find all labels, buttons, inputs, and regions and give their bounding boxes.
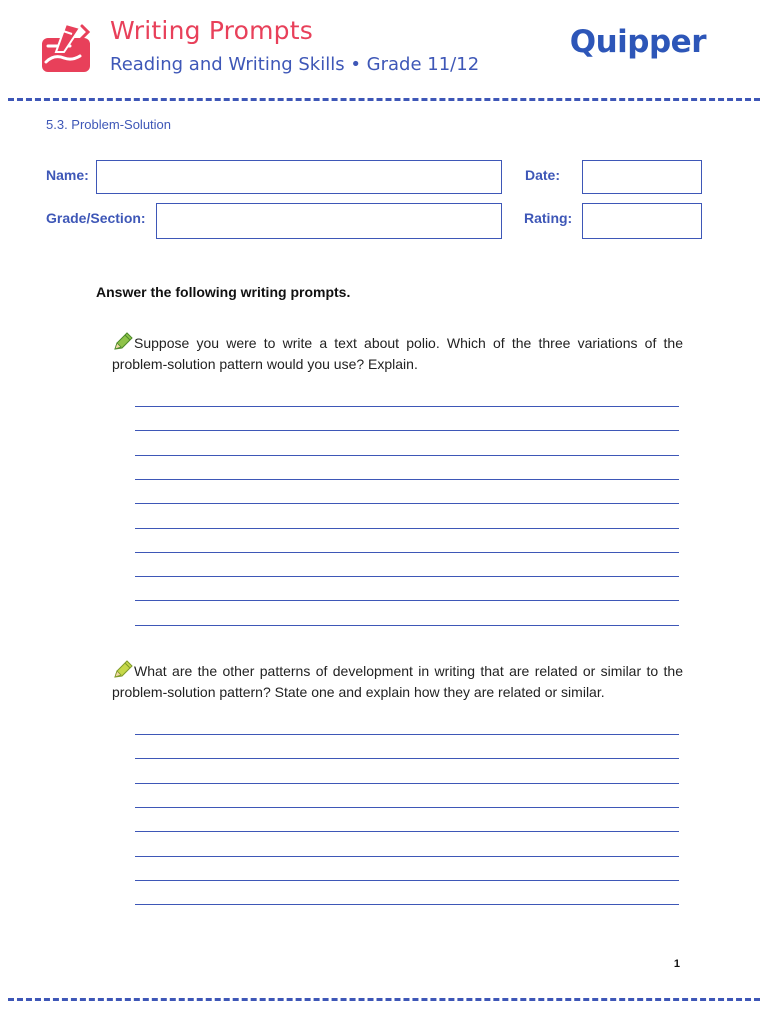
grade-section-label: Grade/Section:	[46, 210, 146, 226]
section-label: 5.3. Problem-Solution	[46, 117, 172, 132]
page-title: Writing Prompts	[110, 16, 313, 45]
prompt-2	[112, 660, 683, 703]
pencil-icon	[112, 660, 134, 680]
page-number: 1	[673, 958, 680, 970]
page-subtitle: Reading and Writing Skills • Grade 11/12	[110, 54, 480, 75]
answer-line[interactable]	[135, 600, 679, 601]
grade-section-field[interactable]	[156, 203, 502, 239]
bottom-divider	[8, 998, 760, 1001]
answer-line[interactable]	[135, 479, 679, 480]
answer-line[interactable]	[135, 430, 679, 431]
answer-line[interactable]	[135, 856, 679, 857]
answer-line[interactable]	[135, 406, 679, 407]
rating-field[interactable]	[582, 203, 702, 239]
answer-line[interactable]	[135, 783, 679, 784]
top-divider	[8, 98, 760, 101]
brand-logo: Quipper	[569, 24, 706, 60]
answer-line[interactable]	[135, 503, 679, 504]
date-field[interactable]	[582, 160, 702, 194]
answer-line[interactable]	[135, 455, 679, 456]
prompt-2-text: What are the other patterns of development in writing that are related or similar to the problem-solution pattern? State one and explain how they are related or similar.	[112, 663, 683, 700]
rating-label: Rating:	[524, 210, 573, 226]
prompt-1-text: Suppose you were to write a text about polio. Which of the three variations of the problem-solution pattern would you use? Explain.	[112, 335, 683, 372]
answer-line[interactable]	[135, 576, 679, 577]
writing-hand-icon	[36, 22, 98, 74]
answer-line[interactable]	[135, 831, 679, 832]
prompt-1	[112, 332, 683, 375]
answer-line[interactable]	[135, 552, 679, 553]
instructions: Answer the following writing prompts.	[96, 284, 351, 300]
answer-line[interactable]	[135, 904, 679, 905]
name-field[interactable]	[96, 160, 502, 194]
pencil-icon	[112, 332, 134, 352]
answer-line[interactable]	[135, 880, 679, 881]
answer-line[interactable]	[135, 625, 679, 626]
name-label: Name:	[46, 167, 89, 183]
answer-line[interactable]	[135, 528, 679, 529]
answer-line[interactable]	[135, 734, 679, 735]
answer-line[interactable]	[135, 807, 679, 808]
answer-line[interactable]	[135, 758, 679, 759]
date-label: Date:	[525, 167, 561, 183]
